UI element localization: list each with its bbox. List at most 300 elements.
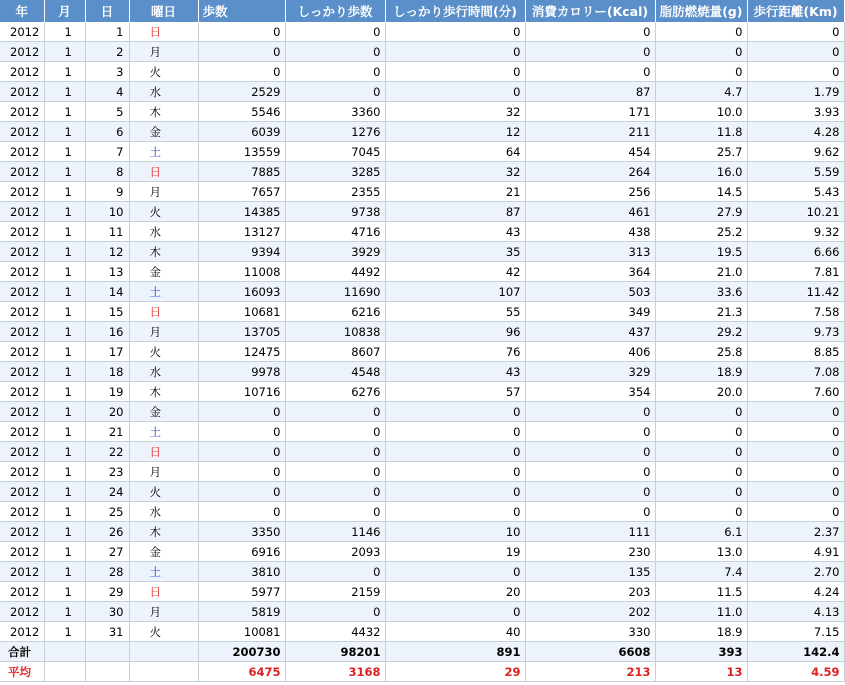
cell-day-of-week[interactable]: 日 <box>129 302 198 322</box>
cell-brisk-time[interactable]: 0 <box>385 482 525 502</box>
cell-year[interactable]: 2012 <box>0 162 44 182</box>
cell-brisk-steps[interactable]: 4716 <box>285 222 385 242</box>
cell-day[interactable]: 23 <box>85 462 129 482</box>
cell-calories[interactable]: 111 <box>525 522 655 542</box>
cell-month[interactable]: 1 <box>44 62 85 82</box>
cell-fat-burned[interactable]: 11.0 <box>655 602 747 622</box>
cell-brisk-time[interactable]: 10 <box>385 522 525 542</box>
header-day[interactable]: 日 <box>85 0 129 22</box>
cell-calories[interactable]: 503 <box>525 282 655 302</box>
cell-brisk-time[interactable]: 0 <box>385 402 525 422</box>
cell-brisk-steps[interactable]: 0 <box>285 502 385 522</box>
cell-fat-burned[interactable]: 0 <box>655 482 747 502</box>
cell-brisk-steps[interactable]: 4492 <box>285 262 385 282</box>
cell-brisk-time[interactable]: 87 <box>385 202 525 222</box>
cell-fat-burned[interactable]: 10.0 <box>655 102 747 122</box>
cell-fat-burned[interactable]: 0 <box>655 22 747 42</box>
cell-month[interactable]: 1 <box>44 482 85 502</box>
header-calories[interactable]: 消費カロリー(Kcal) <box>525 0 655 22</box>
cell-brisk-time[interactable]: 55 <box>385 302 525 322</box>
cell-day[interactable]: 2 <box>85 42 129 62</box>
cell-steps[interactable]: 3810 <box>198 562 285 582</box>
cell-calories[interactable]: 202 <box>525 602 655 622</box>
cell-brisk-time[interactable]: 40 <box>385 622 525 642</box>
cell-distance[interactable]: 9.62 <box>747 142 844 162</box>
cell-calories[interactable]: 0 <box>525 422 655 442</box>
cell-day[interactable]: 26 <box>85 522 129 542</box>
cell-day[interactable]: 25 <box>85 502 129 522</box>
cell-calories[interactable]: 329 <box>525 362 655 382</box>
average-empty-cell[interactable] <box>85 662 129 682</box>
cell-brisk-time[interactable]: 107 <box>385 282 525 302</box>
cell-distance[interactable]: 10.21 <box>747 202 844 222</box>
cell-year[interactable]: 2012 <box>0 622 44 642</box>
cell-steps[interactable]: 0 <box>198 442 285 462</box>
cell-steps[interactable]: 12475 <box>198 342 285 362</box>
cell-distance[interactable]: 1.79 <box>747 82 844 102</box>
cell-month[interactable]: 1 <box>44 602 85 622</box>
cell-day-of-week[interactable]: 月 <box>129 462 198 482</box>
cell-brisk-steps[interactable]: 0 <box>285 82 385 102</box>
header-brisk-steps[interactable]: しっかり歩数 <box>285 0 385 22</box>
cell-year[interactable]: 2012 <box>0 382 44 402</box>
cell-steps[interactable]: 5546 <box>198 102 285 122</box>
cell-month[interactable]: 1 <box>44 502 85 522</box>
cell-fat-burned[interactable]: 11.5 <box>655 582 747 602</box>
cell-fat-burned[interactable]: 7.4 <box>655 562 747 582</box>
total-distance[interactable]: 142.4 <box>747 642 844 662</box>
cell-year[interactable]: 2012 <box>0 542 44 562</box>
cell-day-of-week[interactable]: 火 <box>129 482 198 502</box>
cell-day[interactable]: 24 <box>85 482 129 502</box>
cell-brisk-steps[interactable]: 0 <box>285 422 385 442</box>
cell-fat-burned[interactable]: 18.9 <box>655 622 747 642</box>
cell-fat-burned[interactable]: 27.9 <box>655 202 747 222</box>
cell-day-of-week[interactable]: 水 <box>129 362 198 382</box>
cell-distance[interactable]: 2.70 <box>747 562 844 582</box>
cell-month[interactable]: 1 <box>44 42 85 62</box>
cell-year[interactable]: 2012 <box>0 602 44 622</box>
cell-fat-burned[interactable]: 25.7 <box>655 142 747 162</box>
cell-year[interactable]: 2012 <box>0 462 44 482</box>
cell-fat-burned[interactable]: 25.8 <box>655 342 747 362</box>
cell-calories[interactable]: 87 <box>525 82 655 102</box>
cell-day-of-week[interactable]: 日 <box>129 582 198 602</box>
cell-fat-burned[interactable]: 29.2 <box>655 322 747 342</box>
cell-steps[interactable]: 0 <box>198 22 285 42</box>
cell-distance[interactable]: 2.37 <box>747 522 844 542</box>
cell-year[interactable]: 2012 <box>0 102 44 122</box>
cell-month[interactable]: 1 <box>44 322 85 342</box>
cell-year[interactable]: 2012 <box>0 42 44 62</box>
cell-fat-burned[interactable]: 14.5 <box>655 182 747 202</box>
cell-steps[interactable]: 13559 <box>198 142 285 162</box>
cell-day-of-week[interactable]: 月 <box>129 182 198 202</box>
cell-month[interactable]: 1 <box>44 202 85 222</box>
cell-steps[interactable]: 7885 <box>198 162 285 182</box>
cell-year[interactable]: 2012 <box>0 402 44 422</box>
cell-fat-burned[interactable]: 21.3 <box>655 302 747 322</box>
cell-year[interactable]: 2012 <box>0 202 44 222</box>
cell-brisk-steps[interactable]: 0 <box>285 442 385 462</box>
cell-brisk-steps[interactable]: 6216 <box>285 302 385 322</box>
cell-year[interactable]: 2012 <box>0 322 44 342</box>
cell-day-of-week[interactable]: 月 <box>129 322 198 342</box>
cell-steps[interactable]: 14385 <box>198 202 285 222</box>
cell-day-of-week[interactable]: 日 <box>129 442 198 462</box>
cell-calories[interactable]: 454 <box>525 142 655 162</box>
cell-brisk-time[interactable]: 0 <box>385 62 525 82</box>
cell-day-of-week[interactable]: 月 <box>129 42 198 62</box>
cell-day-of-week[interactable]: 金 <box>129 402 198 422</box>
cell-day[interactable]: 15 <box>85 302 129 322</box>
cell-calories[interactable]: 0 <box>525 62 655 82</box>
cell-brisk-steps[interactable]: 3929 <box>285 242 385 262</box>
cell-steps[interactable]: 13127 <box>198 222 285 242</box>
cell-month[interactable]: 1 <box>44 462 85 482</box>
cell-year[interactable]: 2012 <box>0 522 44 542</box>
cell-month[interactable]: 1 <box>44 342 85 362</box>
average-empty-cell[interactable] <box>44 662 85 682</box>
header-month[interactable]: 月 <box>44 0 85 22</box>
cell-distance[interactable]: 0 <box>747 502 844 522</box>
cell-month[interactable]: 1 <box>44 402 85 422</box>
cell-fat-burned[interactable]: 0 <box>655 42 747 62</box>
cell-month[interactable]: 1 <box>44 382 85 402</box>
cell-brisk-time[interactable]: 35 <box>385 242 525 262</box>
average-label[interactable]: 平均 <box>0 662 44 682</box>
cell-day[interactable]: 22 <box>85 442 129 462</box>
cell-steps[interactable]: 7657 <box>198 182 285 202</box>
cell-distance[interactable]: 0 <box>747 42 844 62</box>
cell-fat-burned[interactable]: 21.0 <box>655 262 747 282</box>
cell-day[interactable]: 9 <box>85 182 129 202</box>
cell-distance[interactable]: 7.15 <box>747 622 844 642</box>
cell-fat-burned[interactable]: 11.8 <box>655 122 747 142</box>
cell-month[interactable]: 1 <box>44 82 85 102</box>
cell-day-of-week[interactable]: 木 <box>129 102 198 122</box>
cell-day[interactable]: 17 <box>85 342 129 362</box>
cell-steps[interactable]: 0 <box>198 502 285 522</box>
cell-steps[interactable]: 9394 <box>198 242 285 262</box>
cell-day-of-week[interactable]: 金 <box>129 542 198 562</box>
cell-year[interactable]: 2012 <box>0 142 44 162</box>
cell-calories[interactable]: 230 <box>525 542 655 562</box>
cell-day[interactable]: 16 <box>85 322 129 342</box>
cell-calories[interactable]: 0 <box>525 22 655 42</box>
average-brisk-steps[interactable]: 3168 <box>285 662 385 682</box>
cell-year[interactable]: 2012 <box>0 82 44 102</box>
header-brisk-time[interactable]: しっかり歩行時間(分) <box>385 0 525 22</box>
average-fat-burned[interactable]: 13 <box>655 662 747 682</box>
cell-steps[interactable]: 9978 <box>198 362 285 382</box>
cell-calories[interactable]: 0 <box>525 442 655 462</box>
cell-month[interactable]: 1 <box>44 522 85 542</box>
cell-steps[interactable]: 10081 <box>198 622 285 642</box>
cell-year[interactable]: 2012 <box>0 442 44 462</box>
cell-brisk-time[interactable]: 19 <box>385 542 525 562</box>
cell-fat-burned[interactable]: 0 <box>655 402 747 422</box>
cell-day[interactable]: 10 <box>85 202 129 222</box>
cell-calories[interactable]: 211 <box>525 122 655 142</box>
cell-fat-burned[interactable]: 0 <box>655 502 747 522</box>
cell-month[interactable]: 1 <box>44 242 85 262</box>
cell-day[interactable]: 28 <box>85 562 129 582</box>
cell-calories[interactable]: 203 <box>525 582 655 602</box>
cell-fat-burned[interactable]: 25.2 <box>655 222 747 242</box>
cell-brisk-steps[interactable]: 6276 <box>285 382 385 402</box>
cell-month[interactable]: 1 <box>44 302 85 322</box>
total-empty-cell[interactable] <box>44 642 85 662</box>
cell-brisk-steps[interactable]: 3285 <box>285 162 385 182</box>
cell-fat-burned[interactable]: 13.0 <box>655 542 747 562</box>
cell-year[interactable]: 2012 <box>0 122 44 142</box>
cell-brisk-steps[interactable]: 2093 <box>285 542 385 562</box>
cell-brisk-steps[interactable]: 4432 <box>285 622 385 642</box>
cell-distance[interactable]: 9.73 <box>747 322 844 342</box>
cell-brisk-steps[interactable]: 0 <box>285 562 385 582</box>
cell-year[interactable]: 2012 <box>0 562 44 582</box>
cell-steps[interactable]: 0 <box>198 62 285 82</box>
cell-fat-burned[interactable]: 0 <box>655 62 747 82</box>
cell-distance[interactable]: 4.28 <box>747 122 844 142</box>
cell-month[interactable]: 1 <box>44 142 85 162</box>
cell-brisk-steps[interactable]: 0 <box>285 402 385 422</box>
cell-steps[interactable]: 5819 <box>198 602 285 622</box>
cell-month[interactable]: 1 <box>44 222 85 242</box>
cell-brisk-time[interactable]: 0 <box>385 42 525 62</box>
cell-brisk-time[interactable]: 76 <box>385 342 525 362</box>
cell-calories[interactable]: 313 <box>525 242 655 262</box>
cell-year[interactable]: 2012 <box>0 282 44 302</box>
cell-year[interactable]: 2012 <box>0 362 44 382</box>
cell-brisk-time[interactable]: 0 <box>385 502 525 522</box>
cell-day[interactable]: 1 <box>85 22 129 42</box>
total-calories[interactable]: 6608 <box>525 642 655 662</box>
header-steps[interactable]: 歩数 <box>198 0 285 22</box>
cell-year[interactable]: 2012 <box>0 242 44 262</box>
cell-calories[interactable]: 461 <box>525 202 655 222</box>
cell-year[interactable]: 2012 <box>0 262 44 282</box>
cell-calories[interactable]: 349 <box>525 302 655 322</box>
total-fat-burned[interactable]: 393 <box>655 642 747 662</box>
cell-day[interactable]: 8 <box>85 162 129 182</box>
cell-month[interactable]: 1 <box>44 262 85 282</box>
cell-distance[interactable]: 7.81 <box>747 262 844 282</box>
cell-brisk-steps[interactable]: 0 <box>285 62 385 82</box>
cell-day-of-week[interactable]: 金 <box>129 122 198 142</box>
cell-year[interactable]: 2012 <box>0 22 44 42</box>
cell-day-of-week[interactable]: 水 <box>129 82 198 102</box>
cell-day[interactable]: 21 <box>85 422 129 442</box>
cell-distance[interactable]: 0 <box>747 482 844 502</box>
cell-month[interactable]: 1 <box>44 162 85 182</box>
cell-distance[interactable]: 6.66 <box>747 242 844 262</box>
cell-fat-burned[interactable]: 0 <box>655 422 747 442</box>
cell-year[interactable]: 2012 <box>0 422 44 442</box>
cell-calories[interactable]: 264 <box>525 162 655 182</box>
cell-distance[interactable]: 4.24 <box>747 582 844 602</box>
cell-calories[interactable]: 354 <box>525 382 655 402</box>
cell-day[interactable]: 4 <box>85 82 129 102</box>
cell-day-of-week[interactable]: 木 <box>129 382 198 402</box>
average-calories[interactable]: 213 <box>525 662 655 682</box>
cell-distance[interactable]: 7.58 <box>747 302 844 322</box>
cell-distance[interactable]: 9.32 <box>747 222 844 242</box>
cell-steps[interactable]: 10716 <box>198 382 285 402</box>
total-brisk-time[interactable]: 891 <box>385 642 525 662</box>
cell-calories[interactable]: 256 <box>525 182 655 202</box>
cell-brisk-time[interactable]: 0 <box>385 22 525 42</box>
header-fat-burned[interactable]: 脂肪燃焼量(g) <box>655 0 747 22</box>
cell-brisk-steps[interactable]: 0 <box>285 482 385 502</box>
cell-calories[interactable]: 135 <box>525 562 655 582</box>
cell-fat-burned[interactable]: 20.0 <box>655 382 747 402</box>
cell-calories[interactable]: 0 <box>525 482 655 502</box>
cell-month[interactable]: 1 <box>44 582 85 602</box>
cell-steps[interactable]: 6039 <box>198 122 285 142</box>
cell-steps[interactable]: 0 <box>198 482 285 502</box>
cell-brisk-steps[interactable]: 4548 <box>285 362 385 382</box>
cell-day-of-week[interactable]: 日 <box>129 22 198 42</box>
cell-day-of-week[interactable]: 土 <box>129 282 198 302</box>
cell-brisk-steps[interactable]: 0 <box>285 42 385 62</box>
cell-fat-burned[interactable]: 16.0 <box>655 162 747 182</box>
cell-year[interactable]: 2012 <box>0 502 44 522</box>
total-steps[interactable]: 200730 <box>198 642 285 662</box>
cell-day[interactable]: 7 <box>85 142 129 162</box>
cell-year[interactable]: 2012 <box>0 222 44 242</box>
cell-brisk-time[interactable]: 0 <box>385 602 525 622</box>
cell-steps[interactable]: 11008 <box>198 262 285 282</box>
cell-distance[interactable]: 4.13 <box>747 602 844 622</box>
cell-day[interactable]: 6 <box>85 122 129 142</box>
cell-day[interactable]: 19 <box>85 382 129 402</box>
cell-day-of-week[interactable]: 月 <box>129 602 198 622</box>
cell-steps[interactable]: 0 <box>198 462 285 482</box>
header-distance[interactable]: 歩行距離(Km) <box>747 0 844 22</box>
cell-day-of-week[interactable]: 日 <box>129 162 198 182</box>
cell-brisk-steps[interactable]: 0 <box>285 22 385 42</box>
cell-calories[interactable]: 171 <box>525 102 655 122</box>
cell-day-of-week[interactable]: 火 <box>129 342 198 362</box>
cell-fat-burned[interactable]: 18.9 <box>655 362 747 382</box>
cell-fat-burned[interactable]: 4.7 <box>655 82 747 102</box>
cell-distance[interactable]: 4.91 <box>747 542 844 562</box>
cell-day[interactable]: 11 <box>85 222 129 242</box>
cell-year[interactable]: 2012 <box>0 482 44 502</box>
cell-day[interactable]: 14 <box>85 282 129 302</box>
cell-month[interactable]: 1 <box>44 622 85 642</box>
cell-calories[interactable]: 0 <box>525 42 655 62</box>
cell-fat-burned[interactable]: 19.5 <box>655 242 747 262</box>
cell-fat-burned[interactable]: 33.6 <box>655 282 747 302</box>
cell-steps[interactable]: 16093 <box>198 282 285 302</box>
cell-distance[interactable]: 5.59 <box>747 162 844 182</box>
cell-brisk-time[interactable]: 0 <box>385 422 525 442</box>
cell-distance[interactable]: 0 <box>747 442 844 462</box>
cell-brisk-steps[interactable]: 8607 <box>285 342 385 362</box>
cell-steps[interactable]: 0 <box>198 422 285 442</box>
cell-month[interactable]: 1 <box>44 182 85 202</box>
cell-brisk-steps[interactable]: 0 <box>285 602 385 622</box>
cell-month[interactable]: 1 <box>44 102 85 122</box>
average-distance[interactable]: 4.59 <box>747 662 844 682</box>
cell-brisk-steps[interactable]: 1146 <box>285 522 385 542</box>
cell-month[interactable]: 1 <box>44 442 85 462</box>
cell-brisk-time[interactable]: 0 <box>385 82 525 102</box>
cell-distance[interactable]: 0 <box>747 22 844 42</box>
total-label[interactable]: 合計 <box>0 642 44 662</box>
cell-brisk-time[interactable]: 42 <box>385 262 525 282</box>
cell-brisk-time[interactable]: 0 <box>385 462 525 482</box>
cell-steps[interactable]: 3350 <box>198 522 285 542</box>
cell-steps[interactable]: 2529 <box>198 82 285 102</box>
cell-brisk-time[interactable]: 43 <box>385 362 525 382</box>
cell-fat-burned[interactable]: 6.1 <box>655 522 747 542</box>
cell-day-of-week[interactable]: 火 <box>129 622 198 642</box>
cell-day[interactable]: 27 <box>85 542 129 562</box>
header-day-of-week[interactable]: 曜日 <box>129 0 198 22</box>
cell-brisk-steps[interactable]: 7045 <box>285 142 385 162</box>
cell-calories[interactable]: 437 <box>525 322 655 342</box>
cell-brisk-time[interactable]: 20 <box>385 582 525 602</box>
cell-brisk-steps[interactable]: 1276 <box>285 122 385 142</box>
average-steps[interactable]: 6475 <box>198 662 285 682</box>
cell-day[interactable]: 5 <box>85 102 129 122</box>
cell-distance[interactable]: 5.43 <box>747 182 844 202</box>
cell-year[interactable]: 2012 <box>0 302 44 322</box>
cell-brisk-time[interactable]: 12 <box>385 122 525 142</box>
total-brisk-steps[interactable]: 98201 <box>285 642 385 662</box>
cell-month[interactable]: 1 <box>44 122 85 142</box>
cell-distance[interactable]: 0 <box>747 62 844 82</box>
average-brisk-time[interactable]: 29 <box>385 662 525 682</box>
cell-calories[interactable]: 330 <box>525 622 655 642</box>
cell-day[interactable]: 12 <box>85 242 129 262</box>
cell-day-of-week[interactable]: 木 <box>129 522 198 542</box>
cell-steps[interactable]: 0 <box>198 402 285 422</box>
cell-distance[interactable]: 0 <box>747 462 844 482</box>
cell-distance[interactable]: 0 <box>747 402 844 422</box>
total-empty-cell[interactable] <box>85 642 129 662</box>
cell-distance[interactable]: 7.08 <box>747 362 844 382</box>
cell-brisk-time[interactable]: 0 <box>385 562 525 582</box>
cell-brisk-time[interactable]: 96 <box>385 322 525 342</box>
cell-steps[interactable]: 6916 <box>198 542 285 562</box>
cell-month[interactable]: 1 <box>44 562 85 582</box>
cell-brisk-steps[interactable]: 2159 <box>285 582 385 602</box>
cell-steps[interactable]: 0 <box>198 42 285 62</box>
cell-brisk-time[interactable]: 43 <box>385 222 525 242</box>
average-empty-cell[interactable] <box>129 662 198 682</box>
cell-brisk-time[interactable]: 32 <box>385 102 525 122</box>
cell-day-of-week[interactable]: 土 <box>129 422 198 442</box>
cell-steps[interactable]: 10681 <box>198 302 285 322</box>
header-year[interactable]: 年 <box>0 0 44 22</box>
cell-steps[interactable]: 13705 <box>198 322 285 342</box>
cell-brisk-time[interactable]: 57 <box>385 382 525 402</box>
cell-calories[interactable]: 0 <box>525 502 655 522</box>
cell-day-of-week[interactable]: 土 <box>129 142 198 162</box>
cell-calories[interactable]: 438 <box>525 222 655 242</box>
cell-day-of-week[interactable]: 水 <box>129 502 198 522</box>
cell-distance[interactable]: 11.42 <box>747 282 844 302</box>
cell-day[interactable]: 18 <box>85 362 129 382</box>
cell-day-of-week[interactable]: 木 <box>129 242 198 262</box>
cell-day[interactable]: 31 <box>85 622 129 642</box>
cell-day[interactable]: 20 <box>85 402 129 422</box>
